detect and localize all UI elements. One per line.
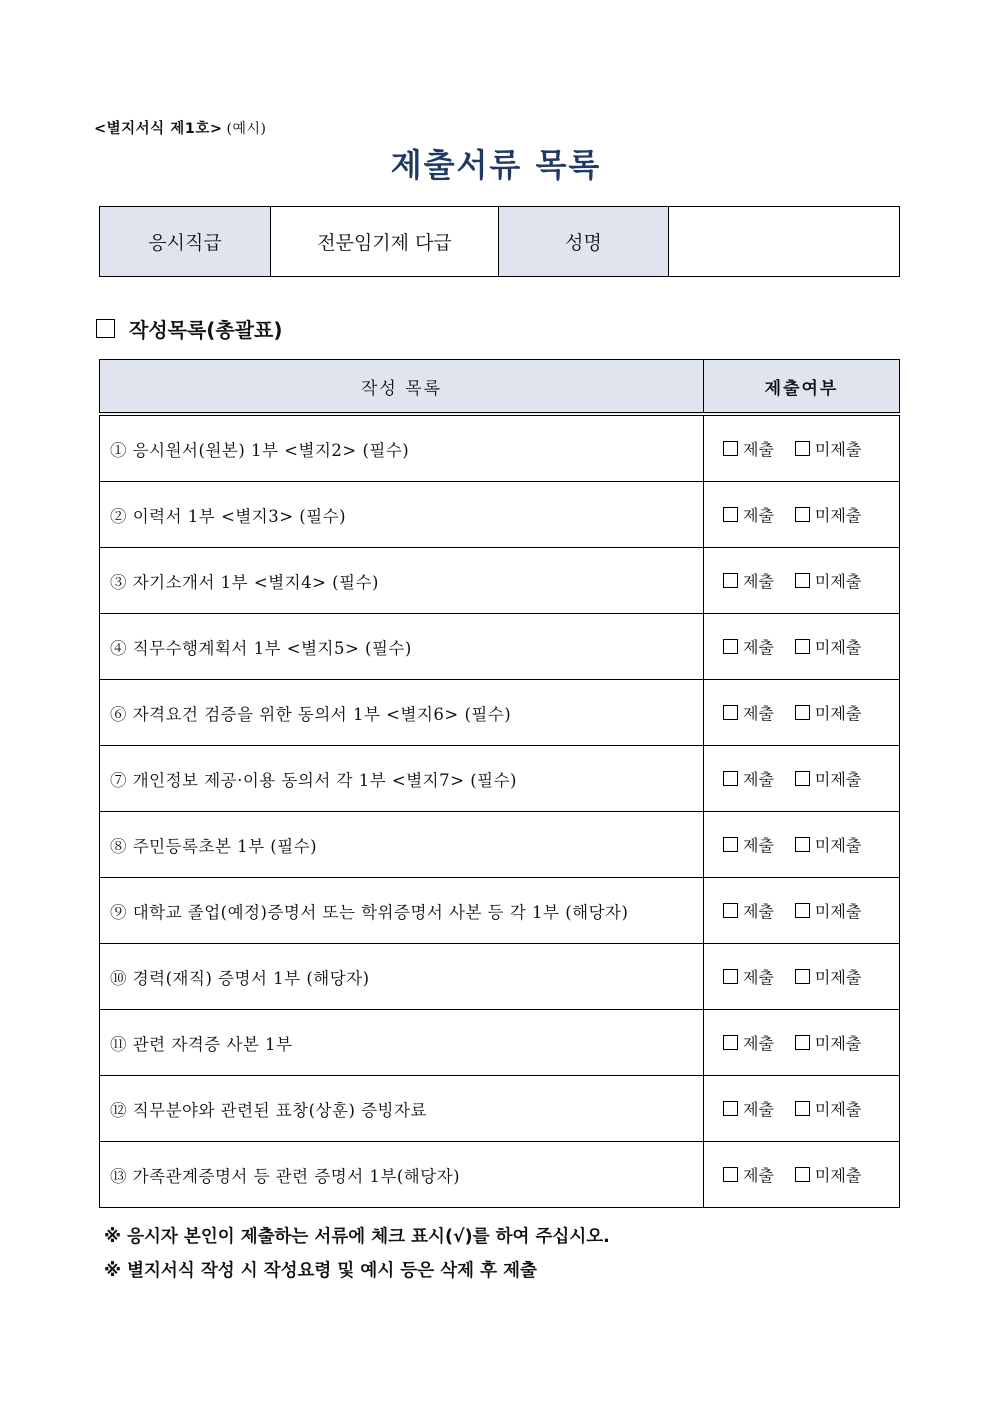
submit-label: 제출 [743,572,774,591]
submit-checkbox[interactable] [723,837,738,852]
submission-status-cell [704,1076,900,1142]
submission-status-cell [704,1142,900,1208]
submission-status-cell [704,878,900,944]
page-title: 제출서류 목록 [390,146,602,184]
submit-label: 제출 [743,440,774,459]
not-submit-label: 미제출 [814,506,862,525]
submission-status-cell [704,482,900,548]
document-item-label: ⑪ 관련 자격증 사본 1부 [100,1010,704,1076]
not-submit-option[interactable] [795,833,861,856]
grade-label: 응시직급 [100,207,271,277]
submit-checkbox[interactable] [723,507,738,522]
not-submit-checkbox[interactable] [795,771,810,786]
not-submit-checkbox[interactable] [795,903,810,918]
not-submit-option[interactable] [795,569,861,592]
not-submit-option[interactable] [795,767,861,790]
submit-checkbox[interactable] [723,1035,738,1050]
submit-checkbox[interactable] [723,903,738,918]
not-submit-checkbox[interactable] [795,573,810,588]
table-row [100,482,900,548]
name-field[interactable] [669,207,900,277]
note-delete-instruction: ※ 별지서식 작성 시 작성요령 및 예시 등은 삭제 후 제출 [104,1261,537,1281]
document-item-label: ③ 자기소개서 1부 <별지4> (필수) [100,548,704,614]
not-submit-label: 미제출 [814,1166,862,1185]
submission-status-cell [704,944,900,1010]
submit-option[interactable] [723,635,774,658]
submission-status-cell [704,414,900,482]
submission-status-cell [704,680,900,746]
table-row [100,548,900,614]
submit-label: 제출 [743,1166,774,1185]
not-submit-option[interactable] [795,1163,861,1186]
notes [104,1220,610,1288]
submit-option[interactable] [723,767,774,790]
table-row [100,414,900,482]
not-submit-label: 미제출 [814,704,862,723]
submit-label: 제출 [743,704,774,723]
section-heading [96,314,283,343]
submission-status-cell [704,1010,900,1076]
note-check-instruction: ※ 응시자 본인이 제출하는 서류에 체크 표시(√)를 하여 주십시오. [104,1227,610,1247]
not-submit-option[interactable] [795,635,861,658]
document-item-label: ⑬ 가족관계증명서 등 관련 증명서 1부(해당자) [100,1142,704,1208]
submit-checkbox[interactable] [723,969,738,984]
square-bullet-icon [96,319,115,338]
document-item-label: ② 이력서 1부 <별지3> (필수) [100,482,704,548]
document-item-label: ⑨ 대학교 졸업(예정)증명서 또는 학위증명서 사본 등 각 1부 (해당자) [100,878,704,944]
document-list-table [99,359,900,1208]
submit-option[interactable] [723,1097,774,1120]
not-submit-checkbox[interactable] [795,1167,810,1182]
table-row [100,944,900,1010]
form-number-label [94,117,266,138]
table-row [100,680,900,746]
document-item-label: ⑥ 자격요건 검증을 위한 동의서 1부 <별지6> (필수) [100,680,704,746]
submit-checkbox[interactable] [723,639,738,654]
form-example-tag: (예시) [226,121,267,137]
not-submit-checkbox[interactable] [795,1101,810,1116]
submit-checkbox[interactable] [723,573,738,588]
submit-option[interactable] [723,899,774,922]
table-row [100,1010,900,1076]
document-item-label: ① 응시원서(원본) 1부 <별지2> (필수) [100,414,704,482]
not-submit-option[interactable] [795,1097,861,1120]
submit-option[interactable] [723,965,774,988]
not-submit-checkbox[interactable] [795,507,810,522]
table-row [100,1076,900,1142]
not-submit-option[interactable] [795,1031,861,1054]
not-submit-label: 미제출 [814,836,862,855]
table-row [100,1142,900,1208]
not-submit-option[interactable] [795,503,861,526]
submit-label: 제출 [743,770,774,789]
not-submit-label: 미제출 [814,968,862,987]
submit-checkbox[interactable] [723,1101,738,1116]
not-submit-option[interactable] [795,437,861,460]
not-submit-label: 미제출 [814,1034,862,1053]
submit-checkbox[interactable] [723,441,738,456]
submission-status-cell [704,746,900,812]
submit-label: 제출 [743,902,774,921]
not-submit-label: 미제출 [814,638,862,657]
document-item-label: ⑩ 경력(재직) 증명서 1부 (해당자) [100,944,704,1010]
not-submit-label: 미제출 [814,770,862,789]
document-item-label: ⑧ 주민등록초본 1부 (필수) [100,812,704,878]
not-submit-checkbox[interactable] [795,441,810,456]
not-submit-checkbox[interactable] [795,837,810,852]
submit-checkbox[interactable] [723,705,738,720]
not-submit-checkbox[interactable] [795,1035,810,1050]
name-label: 성명 [499,207,669,277]
section-title: 작성목록(총괄표) [129,318,283,342]
submit-option[interactable] [723,1163,774,1186]
not-submit-label: 미제출 [814,1100,862,1119]
submit-label: 제출 [743,506,774,525]
submission-status-cell [704,812,900,878]
submit-label: 제출 [743,1100,774,1119]
not-submit-label: 미제출 [814,440,862,459]
form-number: <별지서식 제1호> [94,121,223,137]
not-submit-option[interactable] [795,965,861,988]
table-row [100,878,900,944]
submit-option[interactable] [723,1031,774,1054]
column-header-status: 제출여부 [704,360,900,415]
not-submit-label: 미제출 [814,902,862,921]
not-submit-checkbox[interactable] [795,969,810,984]
column-header-item: 작성 목록 [100,360,704,415]
submit-option[interactable] [723,569,774,592]
table-row [100,746,900,812]
submit-label: 제출 [743,638,774,657]
submit-label: 제출 [743,836,774,855]
submission-status-cell [704,614,900,680]
not-submit-option[interactable] [795,701,861,724]
submit-option[interactable] [723,833,774,856]
table-row [100,812,900,878]
submit-option[interactable] [723,437,774,460]
submit-checkbox[interactable] [723,771,738,786]
grade-value: 전문임기제 다급 [271,207,499,277]
applicant-info-table [99,206,900,277]
submit-label: 제출 [743,968,774,987]
not-submit-checkbox[interactable] [795,639,810,654]
submit-checkbox[interactable] [723,1167,738,1182]
submission-status-cell [704,548,900,614]
submit-option[interactable] [723,503,774,526]
not-submit-checkbox[interactable] [795,705,810,720]
document-item-label: ⑦ 개인정보 제공·이용 동의서 각 1부 <별지7> (필수) [100,746,704,812]
not-submit-label: 미제출 [814,572,862,591]
not-submit-option[interactable] [795,899,861,922]
submit-label: 제출 [743,1034,774,1053]
submit-option[interactable] [723,701,774,724]
document-item-label: ⑫ 직무분야와 관련된 표창(상훈) 증빙자료 [100,1076,704,1142]
table-row [100,614,900,680]
document-item-label: ④ 직무수행계획서 1부 <별지5> (필수) [100,614,704,680]
